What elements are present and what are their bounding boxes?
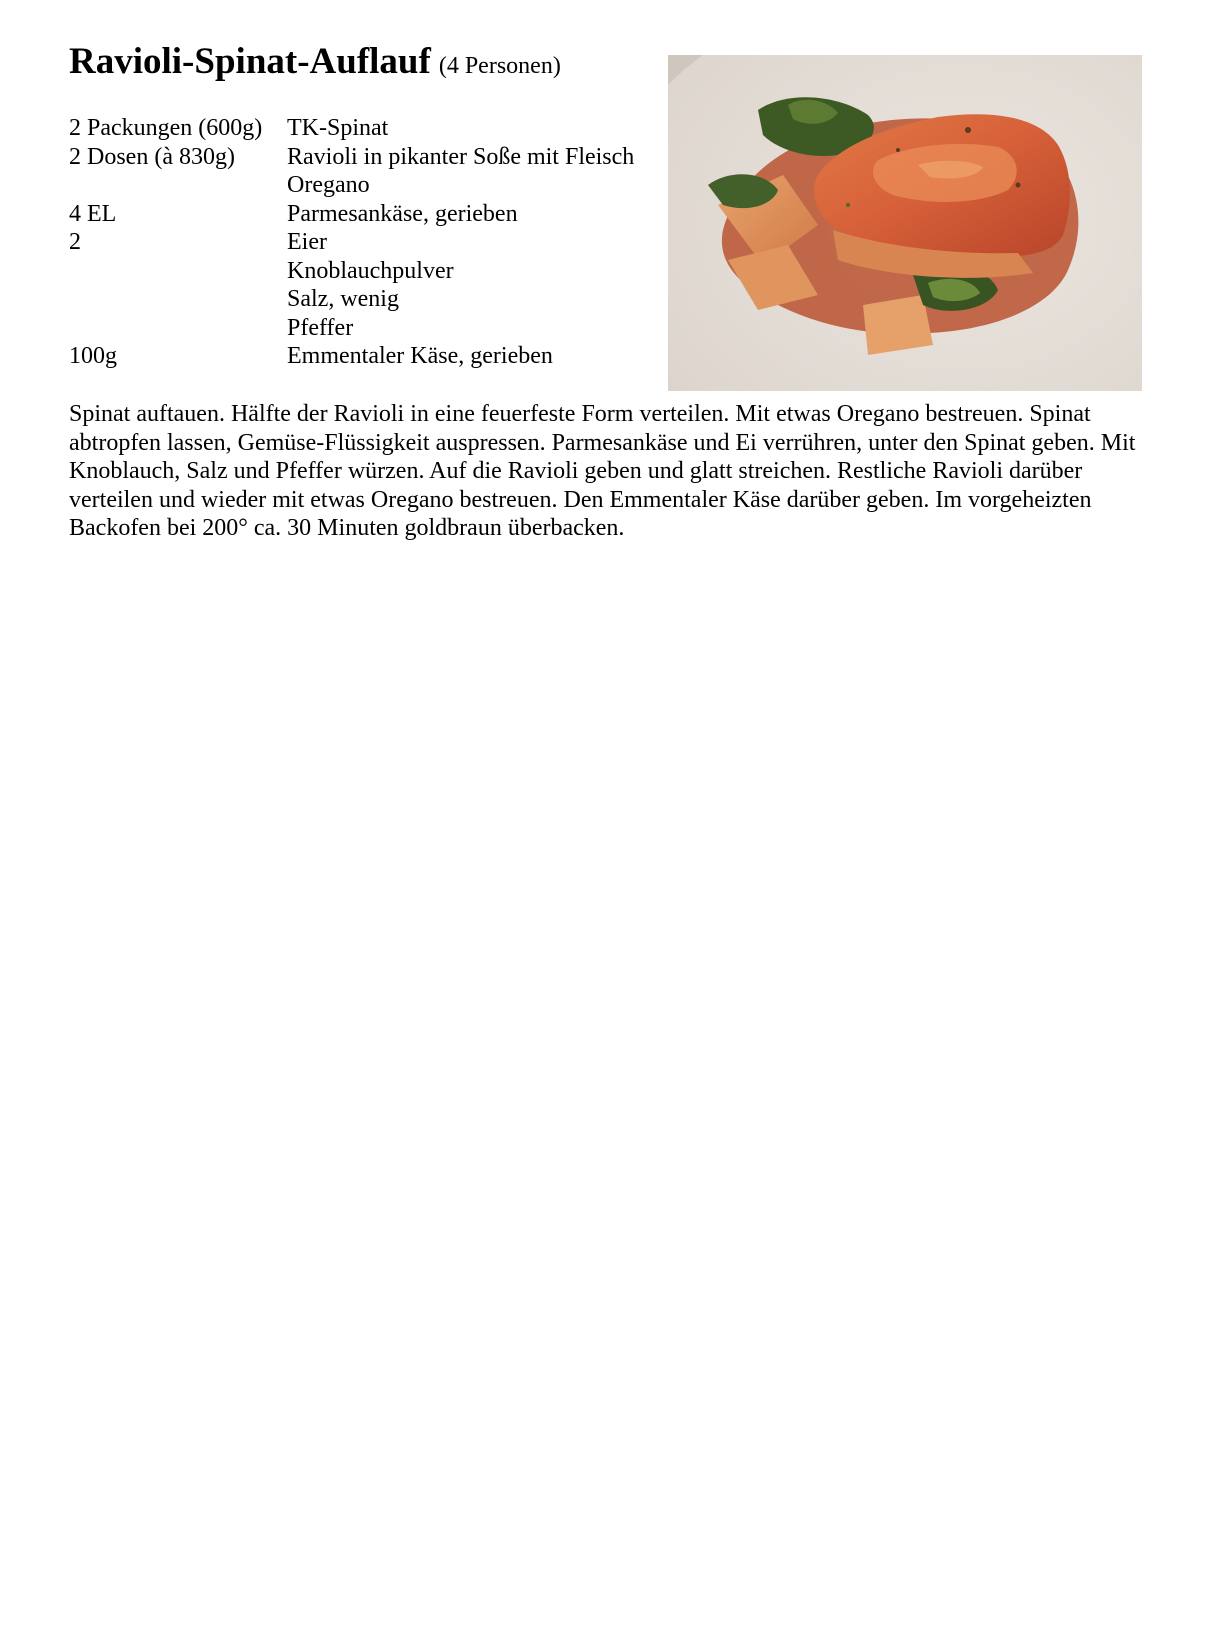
ingredient-quantity: 2 xyxy=(69,229,81,255)
ingredient-name: Salz, wenig xyxy=(287,286,399,312)
ingredient-quantity: 4 EL xyxy=(69,200,117,227)
recipe-title xyxy=(69,40,561,83)
ingredient-name: Emmentaler Käse, gerieben xyxy=(287,343,553,369)
ingredient-row xyxy=(69,200,634,229)
ingredient-quantity xyxy=(69,314,287,343)
ingredient-row xyxy=(69,114,634,143)
recipe-title-text: Ravioli-Spinat-Auflauf xyxy=(69,41,431,82)
instructions-text: Spinat auftauen. Hälfte der Ravioli in eine feuerfeste Form verteilen. Mit etwas Oregano bestreuen. Spinat abtropfen lassen, Gemüse-Flüssigkeit auspressen. Parmesankäse und Ei verrühren, unter den Spinat geben. Mit Knoblauch, Salz und Pfeffer würzen. Auf die Ravioli geben und glatt streichen. Restliche Ravioli darüber verteilen und wieder mit etwas Oregano bestreuen. Den Emmentaler Käse darüber geben. Im vorgeheizten Backofen bei 200° ca. 30 Minuten goldbraun überbacken. xyxy=(69,401,1136,541)
ingredient-name: Parmesankäse, gerieben xyxy=(287,200,518,227)
ingredient-row xyxy=(69,228,634,257)
ingredient-row xyxy=(69,342,634,371)
ingredient-name: TK-Spinat xyxy=(287,115,389,141)
ingredient-row xyxy=(69,314,634,343)
ingredient-name: Knoblauchpulver xyxy=(287,257,454,284)
ingredient-row xyxy=(69,143,634,172)
ingredient-quantity: 2 Packungen (600g) xyxy=(69,115,263,141)
dish-photo xyxy=(668,55,1142,391)
ingredient-row xyxy=(69,257,634,286)
ingredient-row xyxy=(69,285,634,314)
ingredient-name: Oregano xyxy=(287,172,370,198)
ingredient-quantity xyxy=(69,257,287,286)
ingredient-name: Eier xyxy=(287,229,327,255)
ingredient-row xyxy=(69,171,634,200)
ingredient-quantity: 100g xyxy=(69,343,117,369)
ingredient-list xyxy=(69,114,634,371)
servings-label: (4 Personen) xyxy=(438,53,561,79)
dish-illustration xyxy=(668,55,1142,391)
ingredient-quantity: 2 Dosen (à 830g) xyxy=(69,143,235,170)
ingredient-name: Ravioli in pikanter Soße mit Fleisch xyxy=(287,143,635,170)
ingredient-name: Pfeffer xyxy=(287,314,354,341)
ingredient-quantity xyxy=(69,171,287,200)
ingredient-quantity xyxy=(69,285,287,314)
